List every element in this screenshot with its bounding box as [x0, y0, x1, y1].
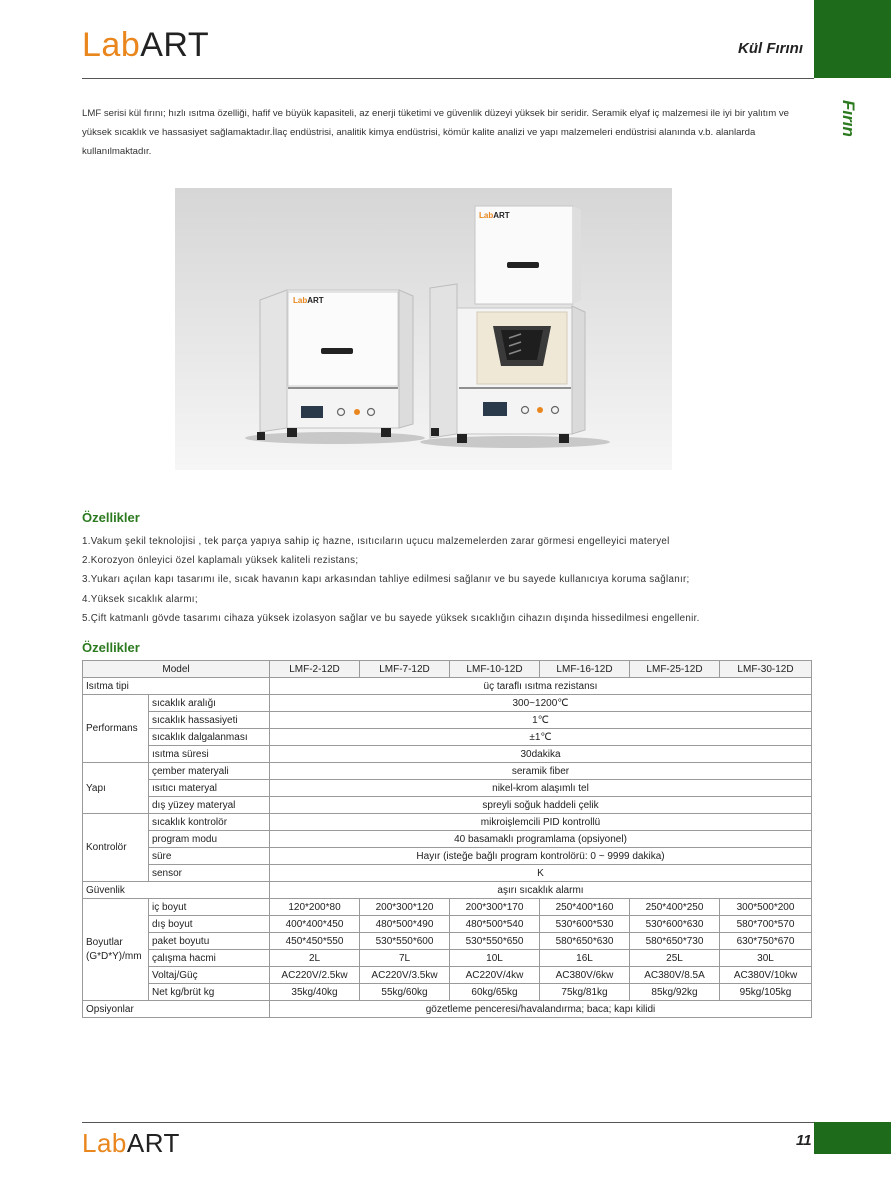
value-cell: 480*500*540 [450, 916, 540, 933]
table-row [83, 746, 812, 763]
feature-item: 1.Vakum şekil teknolojisi , tek parça yapıya sahip iç hazne, ısıtıcıların uçucu malzemelerden zarar görmesi engelleyici materyel [82, 536, 670, 547]
logo-art-text: ART [140, 26, 210, 64]
small-furnace [257, 290, 413, 440]
value-cell: 16L [540, 950, 630, 967]
value-cell: 530*550*600 [360, 933, 450, 950]
value-cell: 450*450*550 [270, 933, 360, 950]
value-cell: AC380V/8.5A [630, 967, 720, 984]
furnace-logo-lab-open: Lab [479, 211, 494, 220]
row-value: gözetleme penceresi/havalandırma; baca; kapı kilidi [270, 1001, 812, 1018]
model-cell: LMF-2-12D [270, 661, 360, 678]
features-heading: Özellikler [82, 510, 140, 525]
brand-logo [82, 26, 209, 65]
row-label: paket boyutu [149, 933, 270, 950]
value-cell: 530*600*530 [540, 916, 630, 933]
row-value: 40 basamaklı programlama (opsiyonel) [270, 831, 812, 848]
value-cell: 85kg/92kg [630, 984, 720, 1001]
value-cell: AC220V/4kw [450, 967, 540, 984]
feature-item: 5.Çift katmanlı gövde tasarımı cihaza yüksek izolasyon sağlar ve bu sayede yüksek sıcaklığın cihazın dışında hissedilmesi engellenir. [82, 612, 700, 624]
table-row [83, 967, 812, 984]
table-row [83, 712, 812, 729]
row-value: K [270, 865, 812, 882]
feature-item: 2.Korozyon önleyici özel kaplamalı yüksek kaliteli rezistans; [82, 555, 359, 567]
row-value: mikroişlemcili PID kontrollü [270, 814, 812, 831]
row-label: süre [149, 848, 270, 865]
value-cell: AC220V/3.5kw [360, 967, 450, 984]
table-row [83, 848, 812, 865]
table-row [83, 865, 812, 882]
large-furnace [430, 206, 585, 443]
furnace-logo-art: ART [307, 296, 324, 305]
value-cell: 2L [270, 950, 360, 967]
table-row [83, 916, 812, 933]
row-value: aşırı sıcaklık alarmı [270, 882, 812, 899]
table-row [83, 933, 812, 950]
furnace-illustration [175, 188, 672, 470]
value-cell: 630*750*670 [720, 933, 812, 950]
row-value: ±1℃ [270, 729, 812, 746]
table-header-row [83, 661, 812, 678]
footer-accent-block [814, 1122, 891, 1154]
model-cell: LMF-7-12D [360, 661, 450, 678]
table-row [83, 831, 812, 848]
value-cell: 530*600*630 [630, 916, 720, 933]
table-row [83, 1001, 812, 1018]
row-value: 300~1200℃ [270, 695, 812, 712]
specs-heading: Özellikler [82, 640, 140, 655]
footer-logo [82, 1128, 180, 1159]
value-cell: AC380V/6kw [540, 967, 630, 984]
value-cell: 25L [630, 950, 720, 967]
footer-logo-art: ART [126, 1128, 180, 1158]
value-cell: 30L [720, 950, 812, 967]
table-row [83, 899, 812, 916]
dimensions-unit: (G*D*Y)/mm [86, 950, 142, 962]
row-value: 30dakika [270, 746, 812, 763]
value-cell: 400*400*450 [270, 916, 360, 933]
model-cell: LMF-25-12D [630, 661, 720, 678]
model-cell: LMF-16-12D [540, 661, 630, 678]
table-row [83, 695, 812, 712]
model-cell: LMF-30-12D [720, 661, 812, 678]
value-cell: 250*400*160 [540, 899, 630, 916]
table-row [83, 797, 812, 814]
svg-text:LabART [293, 296, 324, 305]
value-cell: AC380V/10kw [720, 967, 812, 984]
group-label: Yapı [83, 763, 149, 814]
row-value: seramik fiber [270, 763, 812, 780]
row-label: dış boyut [149, 916, 270, 933]
model-header: Model [83, 661, 270, 678]
value-cell: 75kg/81kg [540, 984, 630, 1001]
value-cell: 95kg/105kg [720, 984, 812, 1001]
row-label: sıcaklık kontrolör [149, 814, 270, 831]
value-cell: 35kg/40kg [270, 984, 360, 1001]
value-cell: 300*500*200 [720, 899, 812, 916]
table-row [83, 950, 812, 967]
row-label: Voltaj/Güç [149, 967, 270, 984]
row-label: sıcaklık hassasiyeti [149, 712, 270, 729]
footer-divider [82, 1122, 814, 1123]
value-cell: 55kg/60kg [360, 984, 450, 1001]
header-accent-block [814, 0, 891, 78]
value-cell: 200*300*120 [360, 899, 450, 916]
features-list [82, 532, 810, 628]
furnace-logo-art-open: ART [493, 211, 510, 220]
value-cell: 250*400*250 [630, 899, 720, 916]
page-number: 11 [796, 1132, 812, 1149]
value-cell: 200*300*170 [450, 899, 540, 916]
row-label: Güvenlik [83, 882, 270, 899]
value-cell: 60kg/65kg [450, 984, 540, 1001]
value-cell: 530*550*650 [450, 933, 540, 950]
row-value: nikel-krom alaşımlı tel [270, 780, 812, 797]
value-cell: 120*200*80 [270, 899, 360, 916]
row-value: Hayır (isteğe bağlı program kontrolörü: 0 ~ 9999 dakika) [270, 848, 812, 865]
table-row [83, 882, 812, 899]
svg-text:LabART [479, 211, 510, 220]
row-label: Opsiyonlar [83, 1001, 270, 1018]
feature-item: 3.Yukarı açılan kapı tasarımı ile, sıcak havanın kapı arkasından tahliye edilmesi sağlanır ve bu sayede kullanıcıya koruma sağlanır; [82, 574, 690, 586]
footer-logo-lab: Lab [82, 1128, 127, 1158]
product-photo [175, 188, 672, 470]
row-label: program modu [149, 831, 270, 848]
header-divider [82, 78, 814, 79]
table-row [83, 763, 812, 780]
row-label: ısıtıcı materyal [149, 780, 270, 797]
group-label: Kontrolör [83, 814, 149, 882]
row-label: ısıtma süresi [149, 746, 270, 763]
value-cell: 580*650*730 [630, 933, 720, 950]
value-cell: 7L [360, 950, 450, 967]
table-row [83, 678, 812, 695]
row-label: iç boyut [149, 899, 270, 916]
row-label: Net kg/brüt kg [149, 984, 270, 1001]
row-label: dış yüzey materyal [149, 797, 270, 814]
row-label: çember materyali [149, 763, 270, 780]
row-value: 1℃ [270, 712, 812, 729]
value-cell: 580*700*570 [720, 916, 812, 933]
value-cell: 580*650*630 [540, 933, 630, 950]
table-row [83, 729, 812, 746]
value-cell: 480*500*490 [360, 916, 450, 933]
row-label: çalışma hacmi [149, 950, 270, 967]
page-title: Kül Fırını [738, 40, 803, 57]
value-cell: 10L [450, 950, 540, 967]
dimensions-label: Boyutlar [86, 936, 123, 948]
table-row [83, 780, 812, 797]
logo-lab-text: Lab [82, 26, 141, 64]
intro-paragraph: LMF serisi kül fırını; hızlı ısıtma özelliği, hafif ve büyük kapasiteli, az enerji tüketimi ve güvenlik düzeyi yüksek bir seridir. Seramik elyaf iç malzemesi ile iyi bir yalıtım ve yüksek sıcaklık ve hassasiyet sağlamaktadır.İlaç endüstrisi, analitik kimya endüstrisi, kömür kalite analizi ve yapı malzemeleri endüstrisi alanında v.b. alanlarda kullanılmaktadır. [82, 108, 789, 157]
row-value: spreyli soğuk haddeli çelik [270, 797, 812, 814]
value-cell: AC220V/2.5kw [270, 967, 360, 984]
row-label: sensor [149, 865, 270, 882]
row-label: Isıtma tipi [83, 678, 270, 695]
model-cell: LMF-10-12D [450, 661, 540, 678]
group-label: Performans [83, 695, 149, 763]
group-label-dimensions [83, 899, 149, 1001]
furnace-logo-lab: Lab [293, 296, 308, 305]
side-category-tab: Fırın [839, 100, 858, 137]
row-label: sıcaklık dalgalanması [149, 729, 270, 746]
row-label: sıcaklık aralığı [149, 695, 270, 712]
table-row [83, 984, 812, 1001]
table-row [83, 814, 812, 831]
feature-item: 4.Yüksek sıcaklık alarmı; [82, 593, 198, 605]
spec-table [82, 660, 812, 1018]
row-value: üç taraflı ısıtma rezistansı [270, 678, 812, 695]
